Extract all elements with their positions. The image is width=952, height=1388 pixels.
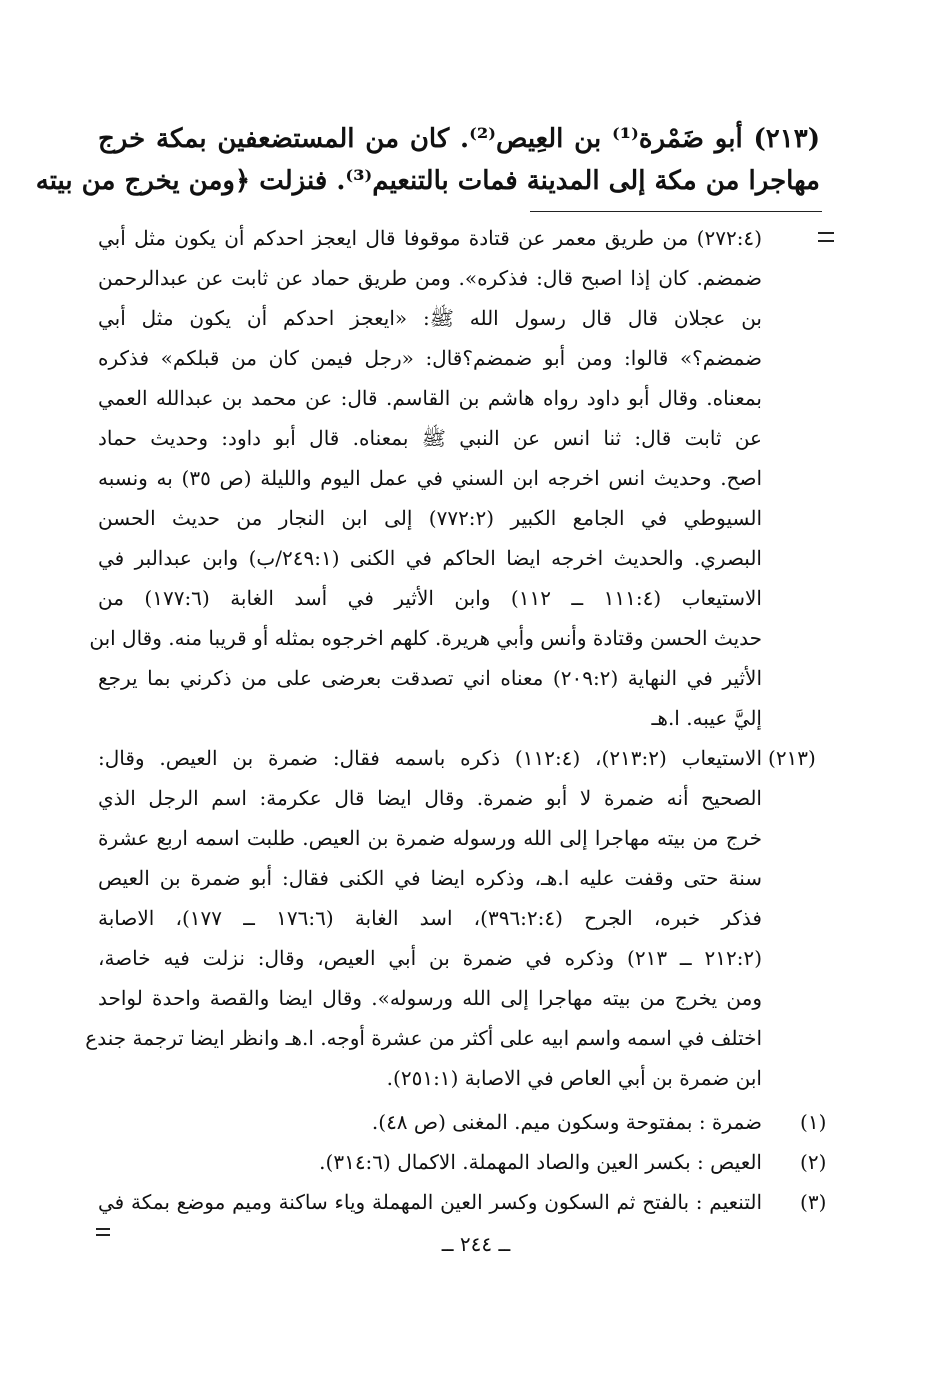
note-213-line: فذكر خبره، الجرح (٣٩٦:٢:٤)، اسد الغابة (١٧٦:٦ ــ ١٧٧)، الاصابة (98, 906, 762, 930)
note-line: البصري. والحديث اخرجه ايضا الحاكم في الكنى (٢٤٩:١/ب) وابن عبدالبر في (98, 546, 762, 570)
note-213-line: اختلف في اسمه واسم ابيه على أكثر من عشرة أوجه. ا.هـ وانظر ايضا ترجمة جندع (85, 1026, 762, 1050)
note-272-block (89, 218, 763, 738)
footnote-2-number: (٢) (800, 1150, 827, 1174)
note-line: حديث الحسن وقتادة وأنس وأبي هريرة. كلهم اخرجوه بمثله أو قريبا منه. وقال ابن (89, 626, 762, 650)
footnote-1 (98, 1102, 762, 1142)
continuation-mark (818, 232, 834, 242)
main-line-2: مهاجرا من مكة إلى المدينة فمات بالتنعيم⁽³⁾. فنزلت ﴿ومن يخرج من بيته (35, 166, 820, 196)
note-line: السيوطي في الجامع الكبير (٧٧٢:٢) إلى ابن النجار من حديث الحسن (98, 506, 763, 530)
note-213-line: الصحيح أنه ضمرة لا أبو ضمرة. وقال ايضا قال عكرمة: اسم الرجل الذي (98, 786, 762, 810)
footnote-3 (98, 1182, 762, 1222)
note-line: اصح. وحديث انس اخرجه ابن السني في عمل اليوم والليلة (ص ٣٥) به ونسبه (98, 466, 763, 490)
note-line: (٢٧٢:٤) من طريق معمر عن قتادة موقوفا قال ايعجز احدكم أن يكون مثل أبي (98, 226, 762, 250)
footnote-1-text: ضمرة : بمفتوحة وسكون ميم. المغنى (ص ٤٨). (371, 1110, 762, 1134)
note-line: الاستيعاب (١١١:٤ ــ ١١٢) وابن الأثير في أسد الغابة (١٧٧:٦) من (98, 586, 762, 610)
note-213-line: (٢١٢:٢ ــ ٢١٣) وذكره في ضمرة بن أبي العيص، وقال: نزلت فيه خاصة، (98, 946, 762, 970)
block-213-number: (٢١٣) (768, 746, 816, 770)
note-213-line: خرج من بيته مهاجرا إلى الله ورسوله ضمرة بن العيص. طلبت اسمه اربع عشرة (98, 826, 762, 850)
note-213-line: الاستيعاب (٢١٣:٢)، (١١٢:٤) ذكره باسمه فقال: ضمرة بن العيص. وقال: (98, 746, 762, 770)
note-213-line: ومن يخرج من بيته مهاجرا إلى الله ورسوله». وقال ايضا والقصة واحدة لواحد (98, 986, 762, 1010)
page-number: ــ ٢٤٤ ــ (441, 1232, 511, 1256)
note-line: ضمضم؟» قالوا: ومن أبو ضمضم؟قال: «رجل فيمن كان من قبلكم» فذكره (98, 346, 762, 370)
note-line: ضمضم. كان إذا اصبح قال: فذكره». ومن طريق حماد عن ثابت عن عبدالرحمن (98, 266, 762, 290)
note-line: إليَّ عيبه. ا.هـ (651, 706, 762, 730)
separator-rule (530, 211, 822, 212)
footnote-3-text: التنعيم : بالفتح ثم السكون وكسر العين المهملة وياء ساكنة وميم موضع بمكة في (98, 1190, 762, 1214)
note-213-line: سنة حتى وقفت عليه ا.هـ، وذكره ايضا في الكنى فقال: أبو ضمرة بن العيص (98, 866, 762, 890)
note-line: عن ثابت قال: ثنا انس عن النبي ﷺ بمعناه. قال أبو داود: وحديث حماد (98, 426, 762, 450)
main-line-1: (٢١٣) أبو ضَمْرة⁽¹⁾ بن العِيص⁽²⁾. كان من المستضعفين بمكة خرج (98, 124, 820, 154)
note-213-line: ابن ضمرة بن أبي العاص في الاصابة (٢٥١:١). (386, 1066, 762, 1090)
footnote-2-text: العيص : بكسر العين والصاد المهملة. الاكمال (٣١٤:٦). (319, 1150, 762, 1174)
note-line: الأثير في النهاية (٢٠٩:٢) معناه اني تصدقت بعرضى على من ذكرني بما يرجع (98, 666, 763, 690)
note-line: بمعناه. وقال أبو داود رواه هاشم بن القاسم. قال: عن محمد بن عبدالله العمي (98, 386, 762, 410)
footnote-1-number: (١) (800, 1110, 827, 1134)
footnote-2 (98, 1142, 762, 1182)
note-line: بن عجلان قال قال رسول الله ﷺ: «ايعجز احدكم أن يكون مثل أبي (98, 306, 762, 330)
main-text (35, 118, 820, 202)
note-213-block (85, 738, 762, 1098)
footnote-3-number: (٣) (800, 1190, 827, 1214)
